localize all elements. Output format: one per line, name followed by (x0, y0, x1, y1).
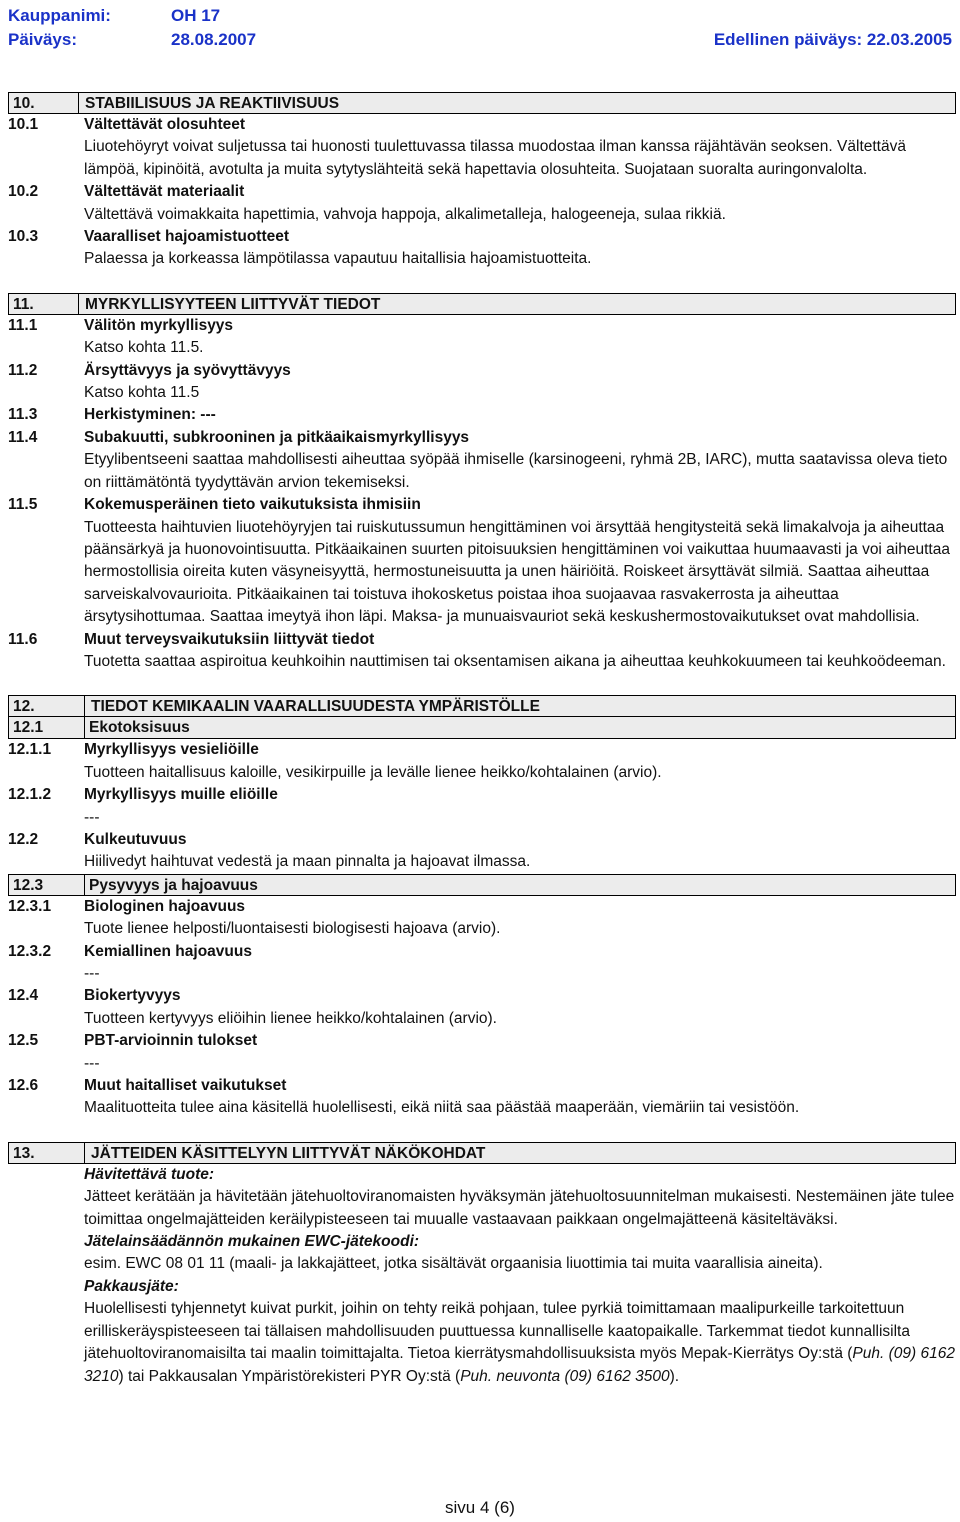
subsection-text: Katso kohta 11.5 (84, 384, 200, 402)
packaging-text-part: ) tai Pakkausalan Ympäristörekisteri PYR Oy:stä ( (118, 1367, 461, 1385)
subsection-11-5 (8, 494, 956, 516)
subsection-text: Maalituotteita tulee aina käsitellä huolellisesti, eikä niitä saa päästää maaperään, viemäriin tai vesistöön. (84, 1099, 800, 1117)
subsection-title: Kulkeutuvuus (84, 830, 187, 848)
subsection-title: Kemiallinen hajoavuus (84, 942, 252, 960)
phone-pyr: Puh. neuvonta (09) 6162 3500 (460, 1367, 670, 1385)
document-header-dates (8, 30, 952, 52)
subsection-number: 12.4 (8, 987, 39, 1005)
subsection-number: 12.1.1 (8, 741, 52, 759)
spacer (8, 1120, 956, 1142)
spacer (8, 271, 956, 293)
subsection-12-2 (8, 829, 956, 851)
subsection-number: 11.6 (8, 630, 38, 648)
subsection-text: Tuotteen haitallisuus kaloille, vesikirpuille ja levälle lienee heikko/kohtalainen (arvio). (84, 763, 662, 781)
subsection-number: 12.1.2 (8, 786, 52, 804)
subsection-number: 11.2 (8, 361, 38, 379)
section-12-header (8, 695, 956, 717)
subsection-number: 11.3 (8, 406, 38, 424)
subsection-number: 12.3.1 (8, 897, 52, 915)
subsection-text: --- (84, 965, 100, 982)
subsection-12-6 (8, 1075, 956, 1097)
subsection-text: Etyylibentseeni saattaa mahdollisesti aiheuttaa syöpää ihmiselle (karsinogeeni, ryhmä 2B, IARC), mutta saatavissa oleva tieto on riittämätöntä tyydyttävän arvion tekemiseksi. (84, 451, 948, 491)
waste-product-label: Hävitettävä tuote: (84, 1165, 215, 1183)
subsection-title: Subakuutti, subkrooninen ja pitkäaikaismyrkyllisyys (84, 428, 470, 446)
subsection-12-4 (8, 985, 956, 1007)
section-title: TIEDOT KEMIKAALIN VAARALLISUUDESTA YMPÄRISTÖLLE (91, 698, 540, 716)
ewc-code-text: esim. EWC 08 01 11 (maali- ja lakkajätteet, jotka sisältävät orgaanisia liuottimia tai muita vaarallisia aineita). (84, 1255, 823, 1273)
section-number: 13. (9, 1143, 85, 1163)
subsection-12-1-1 (8, 739, 956, 761)
subsection-12-1 (8, 717, 956, 739)
subsection-text: Palaessa ja korkeassa lämpötilassa vapautuu haitallisia hajoamistuotteita. (84, 250, 592, 268)
subsection-10-1 (8, 114, 956, 136)
section-number: 10. (9, 93, 79, 113)
subsection-12-3-1 (8, 896, 956, 918)
subsection-text: Vältettävä voimakkaita hapettimia, vahvoja happoja, alkalimetalleja, halogeeneja, sulaa rikkiä. (84, 205, 726, 223)
subsection-number: 10.2 (8, 183, 39, 201)
subsection-title: Kokemusperäinen tieto vaikutuksista ihmisiin (84, 496, 421, 514)
ewc-code-label: Jätelainsäädännön mukainen EWC-jätekoodi: (84, 1233, 420, 1251)
subsection-12-3-2 (8, 941, 956, 963)
subsection-title: Herkistyminen: --- (84, 406, 216, 424)
subsection-text: Liuotehöyryt voivat suljetussa tai huonosti tuulettuvassa tilassa muodostaa ilman kanssa räjähtävän seoksen. Vältettävä lämpöä, kipinöitä, avotulta ja muita sytytyslähteitä sekä hapettavia olosuhteita. Suojataan suoralta auringonvalolta. (84, 138, 906, 178)
subsection-title: Välitön myrkyllisyys (84, 316, 234, 334)
subsection-title: Muut terveysvaikutuksiin liittyvät tiedot (84, 630, 375, 648)
subsection-title: Myrkyllisyys muille eliöille (84, 786, 278, 804)
section-13-header (8, 1142, 956, 1164)
packaging-waste-text (8, 1298, 956, 1388)
subsection-11-3 (8, 404, 956, 426)
subsection-number: 10.1 (8, 116, 39, 133)
date-value: 28.08.2007 (171, 30, 257, 49)
subsection-text: Katso kohta 11.5. (84, 339, 204, 357)
subsection-title: Ärsyttävyys ja syövyttävyys (84, 361, 291, 379)
subsection-title: Biokertyvyys (84, 987, 181, 1005)
subsection-11-1 (8, 315, 956, 337)
subsection-text: Tuotteen kertyvyys eliöihin lienee heikko/kohtalainen (arvio). (84, 1009, 497, 1027)
subsection-title: Muut haitalliset vaikutukset (84, 1077, 287, 1095)
subsection-12-3 (8, 874, 956, 896)
subsection-text: Tuotteesta haihtuvien liuotehöyryjen tai ruiskutussumun hengittäminen voi ärsyttää hengitysteitä sekä limakalvoja ja aiheuttaa päänsärkyä ja huonovointisuutta. Pitkäaikainen suurten pitoisuuksien hengittäminen voi vaikuttaa huumaavasti ja voi aiheuttaa hermostollisia oireita kuten väsyneisyyttä, hermostuneisuutta ja unen häiriöitä. Roiskeet ärsyttävät silmiä. Saattaa aiheuttaa sarveiskalvovaurioita. Pitkäaikainen tai toistuva ihokosketus poistaa ihoa suojaavaa rasvakerrosta ja aiheuttaa ärsytysihottumaa. Saattaa imeytyä ihon läpi. Maksa- ja munuaisvauriot sekä keskushermostovaikutukset ovat mahdollisia. (84, 518, 950, 626)
subsection-12-5 (8, 1030, 956, 1052)
subsection-title: Pysyvyys ja hajoavuus (89, 876, 258, 894)
subsection-title: Ekotoksisuus (89, 719, 190, 737)
section-number: 11. (9, 294, 79, 314)
subsection-text: --- (84, 1054, 100, 1072)
subsection-10-3 (8, 226, 956, 248)
section-title: STABIILISUUS JA REAKTIIVISUUS (85, 95, 340, 112)
phone-mepak: Puh. (09) 6162 3210 (84, 1345, 955, 1385)
page-number: sivu 4 (6) (445, 1498, 515, 1517)
packaging-text-part: ). (669, 1367, 680, 1385)
subsection-10-2 (8, 181, 956, 203)
subsection-text: Tuote lienee helposti/luontaisesti biologisesti hajoava (arvio). (84, 920, 501, 938)
subsection-title: Biologinen hajoavuus (84, 897, 246, 915)
subsection-text: --- (84, 808, 100, 826)
subsection-title: Myrkyllisyys vesieliöille (84, 741, 259, 759)
subsection-11-6 (8, 629, 956, 651)
section-title: MYRKYLLISYYTEEN LIITTYVÄT TIEDOT (85, 295, 381, 313)
subsection-text: Tuotetta saattaa aspiroitua keuhkoihin nauttimisen tai oksentamisen aikana ja aiheuttaa keuhkokuumeen tai keuhkoödeeman. (84, 652, 946, 670)
section-number: 12. (9, 696, 85, 716)
subsection-title: Vältettävät olosuhteet (84, 116, 246, 133)
subsection-number: 10.3 (8, 228, 39, 246)
packaging-text-part: Huolellisesti tyhjennetyt kuivat purkit, joihin on tehty reikä pohjaan, tulee pyrkiä toimittamaan maalipurkeille tarkoitettuun erilliskeräyspisteeseen tai tällaisen mahdollisuuden puuttuessa kunnalliselle kaatopaikalle. Tarkemmat tiedot kunnallisilta jätehuoltoviranomaisilta tai maalin toimittajalta. Tietoa kierrätysmahdollisuuksista myös Mepak-Kierrätys Oy:stä ( (84, 1300, 910, 1363)
subsection-11-2 (8, 360, 956, 382)
subsection-number: 12.3.2 (8, 942, 52, 960)
subsection-number: 12.1 (9, 717, 85, 738)
waste-product-text: Jätteet kerätään ja hävitetään jätehuoltoviranomaisten hyväksymän jätehuoltosuunnitelman mukaisesti. Nestemäinen jäte tulee toimittaa ongelmajätteiden keräilypisteeseen tai muualle vastaavaan paikkaan ongelmajätteenä käsiteltäväksi. (84, 1188, 955, 1228)
product-name-label: Kauppanimi: (8, 6, 111, 25)
packaging-waste-label: Pakkausjäte: (84, 1277, 179, 1295)
subsection-number: 12.5 (8, 1032, 39, 1050)
previous-date: Edellinen päiväys: 22.03.2005 (713, 30, 952, 49)
subsection-number: 12.2 (8, 830, 39, 848)
subsection-number: 11.1 (8, 316, 38, 334)
spacer (8, 673, 956, 695)
subsection-text: Hiilivedyt haihtuvat vedestä ja maan pinnalta ja hajoavat ilmassa. (84, 853, 531, 871)
section-10-header (8, 92, 956, 114)
subsection-number: 12.6 (8, 1077, 39, 1095)
subsection-12-1-2 (8, 784, 956, 806)
document-header (8, 6, 952, 28)
subsection-number: 11.4 (8, 428, 38, 446)
subsection-11-4 (8, 427, 956, 449)
subsection-title: Vältettävät materiaalit (84, 183, 245, 201)
product-name-value: OH 17 (171, 6, 221, 25)
section-11-header (8, 293, 956, 315)
subsection-number: 11.5 (8, 496, 38, 514)
subsection-title: PBT-arvioinnin tulokset (84, 1032, 258, 1050)
date-label: Päiväys: (8, 30, 77, 49)
subsection-number: 12.3 (9, 875, 85, 895)
section-title: JÄTTEIDEN KÄSITTELYYN LIITTYVÄT NÄKÖKOHDAT (91, 1144, 486, 1162)
page-content (8, 92, 956, 1388)
subsection-title: Vaaralliset hajoamistuotteet (84, 228, 290, 246)
